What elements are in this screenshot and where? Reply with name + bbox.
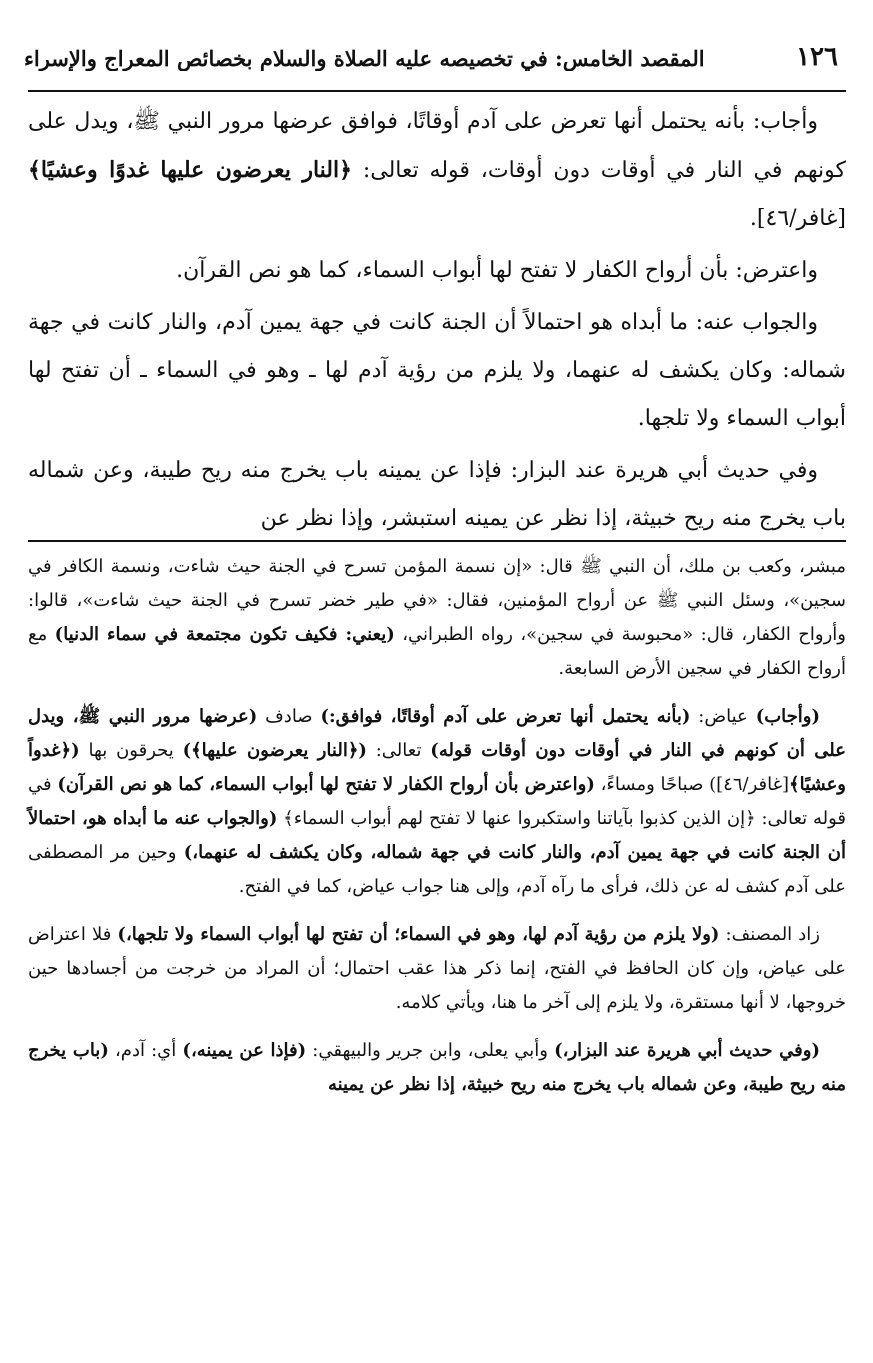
text-segment: مع أرواح الكفار في سجين الأرض السابعة. <box>28 624 846 679</box>
bold-segment: (باب يخرج منه ريح طيبة، وعن شماله باب يخرج منه ريح خبيثة، إذا نظر عن يمينه <box>28 1040 846 1095</box>
text-segment: وأجاب: بأنه يحتمل أنها تعرض على آدم أوقاتًا، فوافق عرضها مرور النبي ﷺ، ويدل على كونهم في النار في أوقات دون أوقات، قوله تعالى: <box>28 109 846 183</box>
bold-segment: (فإذا عن يمينه،) <box>182 1040 307 1061</box>
book-page <box>24 0 850 1363</box>
text-segment: والجواب عنه: ما أبداه هو احتمالاً أن الجنة كانت في جهة يمين آدم، والنار كانت في جهة شماله: وكان يكشف له عنهما، ولا يلزم من رؤية آدم لها ـ وهو في السماء ـ أن تفتح لها أبواب السماء ولا تلجها. <box>28 310 846 431</box>
running-header <box>24 40 850 80</box>
text-segment: [غافر/٤٦]. <box>749 206 846 231</box>
text-segment: صادف <box>257 706 321 727</box>
footnote-separator <box>28 540 846 542</box>
bold-segment: (وأجاب) <box>755 706 820 727</box>
bold-segment: (والجواب عنه ما أبداه هو، احتمالاً أن الجنة كانت في جهة يمين آدم، والنار كانت في جهة شماله، وكان يكشف له عنهما،) <box>28 808 846 863</box>
bold-segment: (وفي حديث أبي هريرة عند البزار،) <box>554 1040 820 1061</box>
bold-segment: (يعني: فكيف تكون مجتمعة في سماء الدنيا) <box>54 624 395 645</box>
running-title: المقصد الخامس: في تخصيصه عليه الصلاة والسلام بخصائص المعراج والإسراء <box>24 46 705 71</box>
commentary-paragraph <box>28 918 846 1020</box>
commentary-paragraph <box>28 550 846 686</box>
commentary-paragraph <box>28 700 846 904</box>
text-segment: يحرقون بها <box>79 740 183 761</box>
text-segment: مبشر، وكعب بن ملك، أن النبي ﷺ قال: «إن نسمة المؤمن تسرح في الجنة حيث شاءت، ونسمة الكافر في سجين»، وسئل النبي ﷺ عن أرواح المؤمنين، فقال: «في طير خضر تسرح في الجنة حيث شاءت»، قالوا: وأرواح الكفار، قال: «محبوسة في سجين»، رواه الطبراني، <box>28 556 846 645</box>
bold-segment: (ولا يلزم من رؤية آدم لها، وهو في السماء؛ أن تفتح لها أبواب السماء ولا تلجها،) <box>117 924 720 945</box>
text-segment: تعالى: <box>366 740 431 761</box>
text-segment: أي: آدم، <box>108 1040 183 1061</box>
main-text <box>28 98 846 547</box>
page-number: ١٢٦ <box>796 42 838 72</box>
text-segment: واعترض: بأن أرواح الكفار لا تفتح لها أبواب السماء، كما هو نص القرآن. <box>176 258 818 283</box>
text-segment: [غافر/٤٦]) صباحًا ومساءً، <box>594 774 790 795</box>
bold-segment: (بأنه يحتمل أنها تعرض على آدم أوقاتًا، فوافق:) <box>320 706 691 727</box>
text-segment: في قوله تعالى: ﴿إن الذين كذبوا بآياتنا واستكبروا عنها لا تفتح لهم أبواب السماء﴾ <box>28 774 847 829</box>
main-paragraph <box>28 447 846 543</box>
main-paragraph <box>28 299 846 443</box>
bold-segment: ﴿النار يعرضون عليها غدوًا وعشيًا﴾ <box>28 157 353 183</box>
main-paragraph <box>28 247 846 295</box>
text-segment: عياض: <box>690 706 756 727</box>
bold-segment: (﴿غدواً وعشيًا﴾ <box>28 740 846 795</box>
bold-segment: (﴿النار يعرضون عليها﴾) <box>182 740 367 761</box>
bold-segment: (عرضها مرور النبي ﷺ، ويدل على أن كونهم في النار في أوقات دون أوقات قوله) <box>28 706 846 761</box>
main-paragraph <box>28 98 846 243</box>
commentary-paragraph <box>28 1034 846 1102</box>
text-segment: زاد المصنف: <box>719 924 820 945</box>
text-segment: وأبي يعلى، وابن جرير والبيهقي: <box>306 1040 555 1061</box>
text-segment: وفي حديث أبي هريرة عند البزار: فإذا عن يمينه باب يخرج منه ريح طيبة، وعن شماله باب يخرج منه ريح خبيثة، إذا نظر عن يمينه استبشر، وإذا نظر عن <box>28 458 846 531</box>
text-segment: فلا اعتراض على عياض، وإن كان الحافظ في الفتح، إنما ذكر هذا عقب احتمال؛ أن المراد من خرجت من أجسادها حين خروجها، لا أنها مستقرة، ولا يلزم إلى آخر ما هنا، ويأتي كلامه. <box>28 924 846 1013</box>
header-rule <box>28 90 846 92</box>
bold-segment: (واعترض بأن أرواح الكفار لا تفتح لها أبواب السماء، كما هو نص القرآن) <box>57 774 595 795</box>
commentary-text <box>28 550 846 1116</box>
text-segment: وحين مر المصطفى على آدم كشف له عن ذلك، فرأى ما رآه آدم، وإلى هنا جواب عياض، كما في الفتح. <box>28 842 846 897</box>
